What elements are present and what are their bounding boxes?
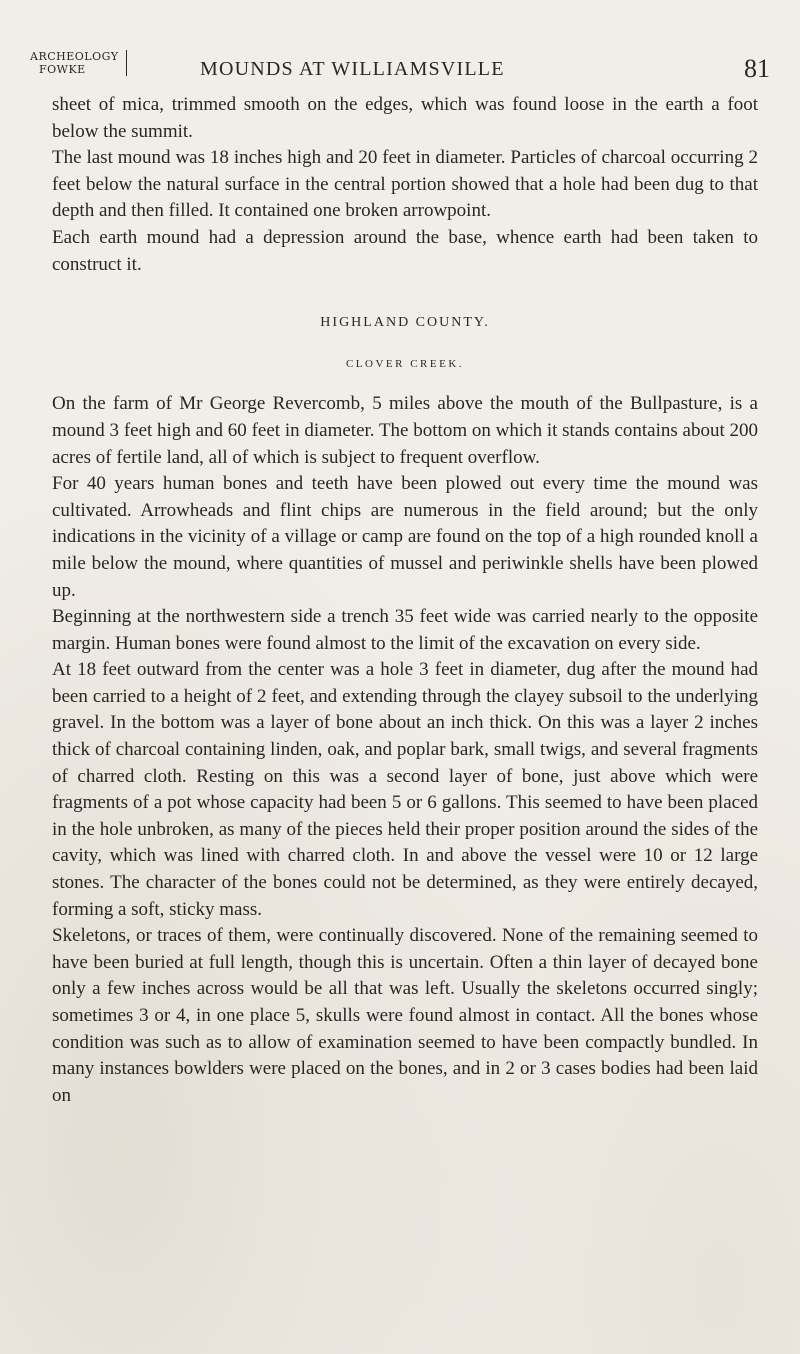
paragraph: The last mound was 18 inches high and 20 feet in diameter. Particles of charcoal occurring 2 feet below the natural surface in the central portion showed that a hole had been dug to that depth and then filled. It contained one broken arrowpoint. [52, 147, 758, 222]
section-heading: HIGHLAND COUNTY. [320, 315, 490, 331]
series-label-line1: ARCHEOLOGY [30, 50, 119, 63]
paragraph: On the farm of Mr George Revercomb, 5 miles above the mouth of the Bullpasture, is a mound 3 feet high and 60 feet in diameter. The bottom on which it stands contains about 200 acres of fertile land, all of which is subject to frequent overflow. [52, 393, 758, 468]
series-label-line2: FOWKE [39, 63, 86, 76]
paragraph: sheet of mica, trimmed smooth on the edges, which was found loose in the earth a foot below the summit. [52, 94, 758, 142]
paragraph: Beginning at the northwestern side a trench 35 feet wide was carried nearly to the opposite margin. Human bones were found almost to the limit of the excavation on every side. [52, 606, 758, 654]
running-head-series-label [30, 50, 127, 76]
body-text [52, 92, 758, 1109]
paragraph: Skeletons, or traces of them, were continually discovered. None of the remaining seemed to have been buried at full length, though this is uncertain. Often a thin layer of decayed bone only a few inches across would be all that was left. Usually the skeletons occurred singly; sometimes 3 or 4, in one place 5, skulls were found almost in contact. All the bones whose condition was such as to allow of examination seemed to have been compactly bundled. In many instances bowlders were placed on the bones, and in 2 or 3 cases bodies had been laid on [52, 925, 758, 1106]
running-head-title: MOUNDS AT WILLIAMSVILLE [200, 58, 505, 80]
paragraph: For 40 years human bones and teeth have been plowed out every time the mound was cultivated. Arrowheads and flint chips are numerous in the field around; but the only indications in the vicinity of a village or camp are found on the top of a high rounded knoll a mile below the mound, where quantities of mussel and periwinkle shells have been plowed up. [52, 473, 758, 601]
paragraph: At 18 feet outward from the center was a hole 3 feet in diameter, dug after the mound had been carried to a height of 2 feet, and extending through the clayey subsoil to the underlying gravel. In the bottom was a layer of bone about an inch thick. On this was a layer 2 inches thick of charcoal containing linden, oak, and poplar bark, small twigs, and several fragments of charred cloth. Resting on this was a second layer of bone, just above which were fragments of a pot whose capacity had been 5 or 6 gallons. This seemed to have been placed in the hole unbroken, as many of the pieces held their proper position around the sides of the cavity, which was lined with charred cloth. In and above the vessel were 10 or 12 large stones. The character of the bones could not be determined, as they were entirely decayed, forming a soft, sticky mass. [52, 659, 758, 920]
subsection-heading: CLOVER CREEK. [345, 357, 465, 370]
paragraph: Each earth mound had a depression around the base, whence earth had been taken to construct it. [52, 226, 758, 275]
running-head [30, 50, 770, 84]
page-number: 81 [744, 54, 770, 83]
